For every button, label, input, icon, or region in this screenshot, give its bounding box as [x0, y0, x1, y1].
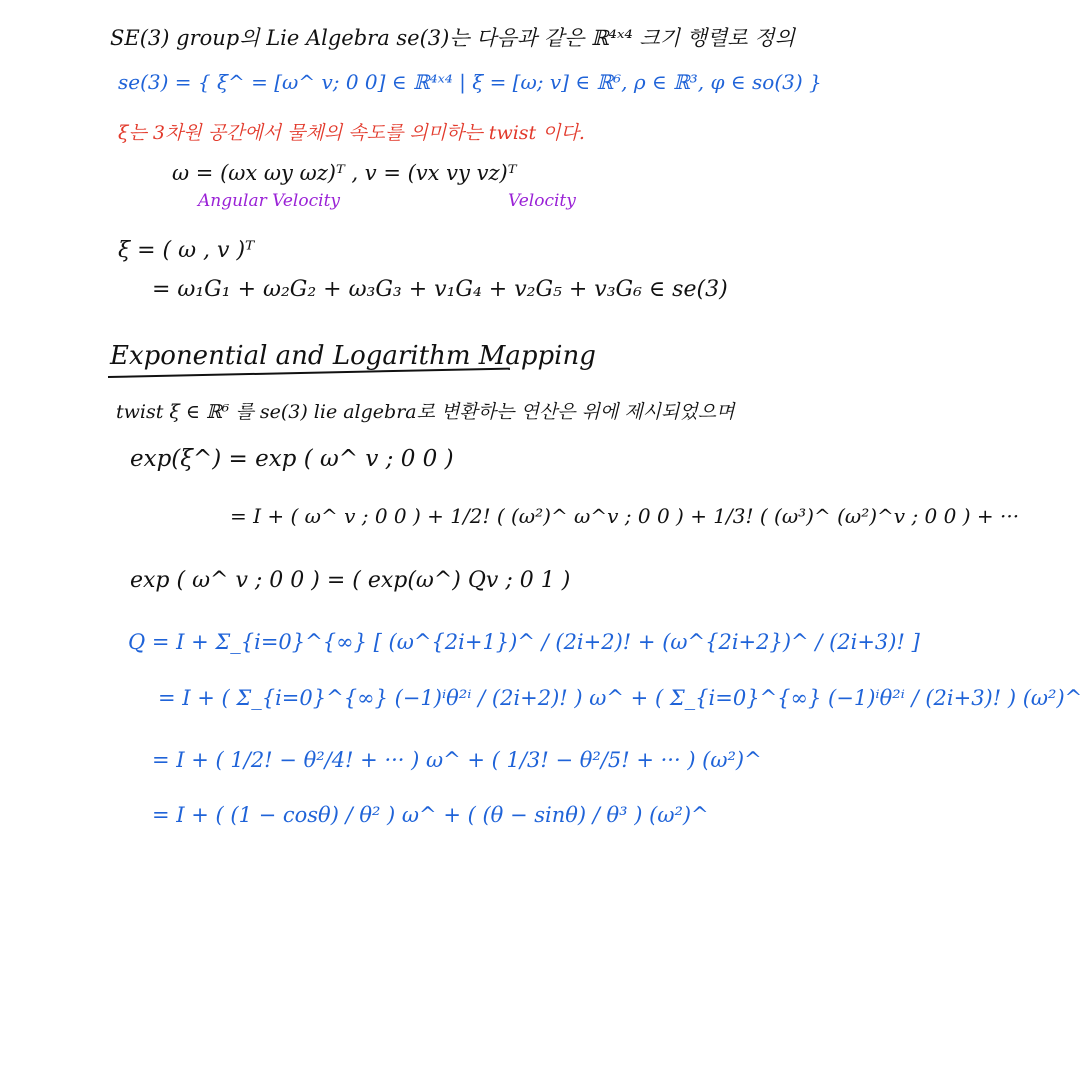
twist-description: ξ는 3차원 공간에서 물체의 속도를 의미하는 twist 이다.: [118, 122, 585, 144]
se3-set-definition: se(3) = { ξ^ = [ω^ v; 0 0] ∈ ℝ⁴ˣ⁴ | ξ = [ω; v] ∈ ℝ⁶, ρ ∈ ℝ³, φ ∈ so(3) }: [118, 70, 822, 94]
exp-series-line: = I + ( ω^ v ; 0 0 ) + 1/2! ( (ω²)^ ω^v ; 0 0 ) + 1/3! ( (ω³)^ (ω²)^v ; 0 0 ) + ···: [230, 504, 1020, 528]
velocity-label: Velocity: [508, 191, 576, 211]
q-series-line: = I + ( Σ_{i=0}^{∞} (−1)ⁱθ²ⁱ / (2i+2)! ) ω^ + ( Σ_{i=0}^{∞} (−1)ⁱθ²ⁱ / (2i+3)! ) (ω²)^: [158, 686, 1082, 710]
exp-xi-line: exp(ξ^) = exp ( ω^ v ; 0 0 ): [130, 446, 454, 472]
q-definition-line: Q = I + Σ_{i=0}^{∞} [ (ω^{2i+1})^ / (2i+2)! + (ω^{2i+2})^ / (2i+3)! ]: [128, 630, 920, 654]
omega-v-definition: ω = (ωx ωy ωz)ᵀ , v = (vx vy vz)ᵀ: [172, 161, 517, 185]
q-expanded-line: = I + ( 1/2! − θ²/4! + ··· ) ω^ + ( 1/3! − θ²/5! + ··· ) (ω²)^: [152, 748, 762, 772]
q-closed-form-line: = I + ( (1 − cosθ) / θ² ) ω^ + ( (θ − sinθ) / θ³ ) (ω²)^: [152, 803, 709, 827]
mapping-intro: twist ξ ∈ ℝ⁶ 를 se(3) lie algebra로 변환하는 연산은 위에 제시되었으며: [116, 401, 735, 423]
xi-definition: ξ = ( ω , v )ᵀ: [118, 238, 255, 263]
exp-result-line: exp ( ω^ v ; 0 0 ) = ( exp(ω^) Qv ; 0 1 ): [130, 568, 571, 593]
definition-line: SE(3) group의 Lie Algebra se(3)는 다음과 같은 ℝ⁴ˣ⁴ 크기 행렬로 정의: [110, 26, 795, 50]
generator-expansion: = ω₁G₁ + ω₂G₂ + ω₃G₃ + v₁G₄ + v₂G₅ + v₃G₆ ∈ se(3): [152, 277, 728, 302]
angular-velocity-label: Angular Velocity: [198, 191, 341, 211]
section-heading: Exponential and Logarithm Mapping: [110, 341, 596, 371]
